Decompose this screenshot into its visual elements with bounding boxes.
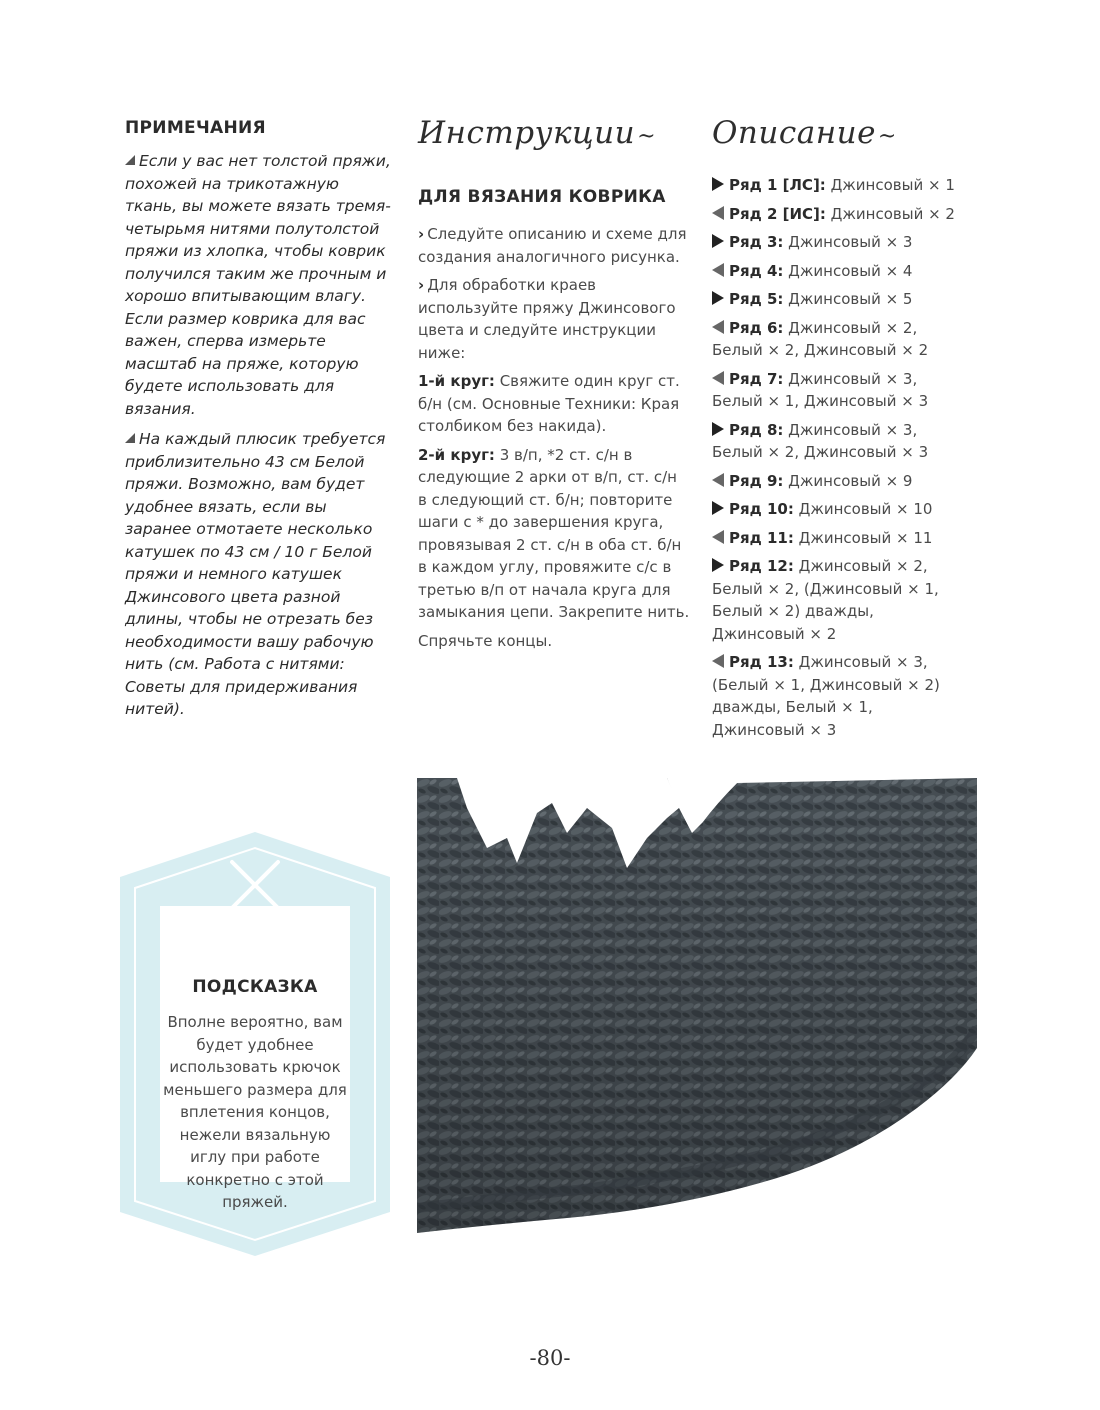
triangle-bullet-icon <box>125 155 135 165</box>
pattern-row: Ряд 7: Джинсовый × 3, Белый × 1, Джинсовый × 3 <box>712 369 929 410</box>
arrow-right-icon <box>712 177 724 191</box>
pattern-row: Ряд 9: Джинсовый × 9 <box>712 470 957 493</box>
chevron-right-icon: › <box>418 276 425 294</box>
pattern-row: Ряд 4: Джинсовый × 4 <box>712 260 957 283</box>
rows-list <box>712 174 957 741</box>
tip-text: Вполне вероятно, вам будет удобнее использовать крючок меньшего размера для вплетения концов, нежели вязальную иглу при работе конкретно с этой пряжей. <box>163 1013 347 1211</box>
pattern-row: Ряд 12: Джинсовый × 2, Белый × 2, (Джинсовый × 1, Белый × 2) дважды, Джинсовый × 2 <box>712 557 939 643</box>
chevron-right-icon: › <box>418 225 425 243</box>
pattern-row: Ряд 1 [ЛС]: Джинсовый × 1 <box>712 174 957 197</box>
note-paragraph: На каждый плюсик требуется приблизительно 43 см Белой пряжи. Возможно, вам будет удобнее вязать, если вы заранее отмотаете несколько катушек по 43 см / 10 г Белой пряжи и немного катушек Джинсового цвета разной длины, чтобы не отрезать без необходимости вашу рабочую нить (см. Работа с нитями: Советы для придерживания нитей). <box>125 430 386 718</box>
crochet-rug-photo <box>417 778 977 1236</box>
pattern-row: Ряд 3: Джинсовый × 3 <box>712 231 957 254</box>
round-1-instruction: 1-й круг: Свяжите один круг ст. б/н (см. Основные Техники: Края столбиком без накида). <box>418 372 680 435</box>
description-column <box>712 110 957 747</box>
instruction-bullet: › Следуйте описанию и схеме для создания аналогичного рисунка. <box>418 225 687 266</box>
arrow-right-icon <box>712 234 724 248</box>
pattern-row: Ряд 6: Джинсовый × 2, Белый × 2, Джинсовый × 2 <box>712 318 929 359</box>
note-paragraph: Если у вас нет толстой пряжи, похожей на трикотажную ткань, вы можете вязать тремя-четырьмя нитями полутолстой пряжи из хлопка, чтобы коврик получился таким же прочным и хорошо впитывающим влагу. Если размер коврика для вас важен, сперва измерьте масштаб на пряже, которую будете использовать для вязания. <box>125 152 391 418</box>
pattern-row: Ряд 2 [ИС]: Джинсовый × 2 <box>712 203 957 226</box>
triangle-bullet-icon <box>125 433 135 443</box>
description-title: Описание ~ <box>712 110 957 156</box>
tip-title: ПОДСКАЗКА <box>192 977 318 997</box>
notes-column <box>125 118 395 721</box>
page-number: -80- <box>529 1346 571 1370</box>
pattern-row: Ряд 13: Джинсовый × 3, (Белый × 1, Джинсовый × 2) дважды, Белый × 1, Джинсовый × 3 <box>712 653 940 739</box>
arrow-right-icon <box>712 558 724 572</box>
pattern-row: Ряд 10: Джинсовый × 10 <box>712 498 957 521</box>
instructions-title: Инструкции ~ <box>418 110 690 156</box>
arrow-left-icon <box>712 371 724 385</box>
arrow-left-icon <box>712 263 724 277</box>
instructions-column <box>418 110 690 652</box>
arrow-left-icon <box>712 654 724 668</box>
pattern-row: Ряд 8: Джинсовый × 3, Белый × 2, Джинсовый × 3 <box>712 420 929 461</box>
arrow-right-icon <box>712 422 724 436</box>
notes-heading: ПРИМЕЧАНИЯ <box>125 118 266 138</box>
pattern-row: Ряд 5: Джинсовый × 5 <box>712 288 957 311</box>
pattern-row: Ряд 11: Джинсовый × 11 <box>712 527 957 550</box>
tip-content <box>160 977 350 1214</box>
instructions-subheading: ДЛЯ ВЯЗАНИЯ КОВРИКА <box>418 187 666 207</box>
arrow-left-icon <box>712 320 724 334</box>
arrow-right-icon <box>712 501 724 515</box>
arrow-left-icon <box>712 530 724 544</box>
instruction-bullet: › Для обработки краев используйте пряжу Джинсового цвета и следуйте инструкции ниже: <box>418 276 676 362</box>
arrow-right-icon <box>712 291 724 305</box>
round-2-instruction: 2-й круг: 3 в/п, *2 ст. с/н в следующие 2 арки от в/п, ст. с/н в следующий ст. б/н; повторите шаги с * до завершения круга, провязывая 2 ст. с/н в оба ст. б/н в каждом углу, провяжите с/с в третью в/п от начала круга для замыкания цепи. Закрепите нить. <box>418 445 690 621</box>
arrow-left-icon <box>712 473 724 487</box>
tip-box <box>120 832 390 1256</box>
arrow-left-icon <box>712 206 724 220</box>
final-instruction: Спрячьте концы. <box>418 631 553 650</box>
